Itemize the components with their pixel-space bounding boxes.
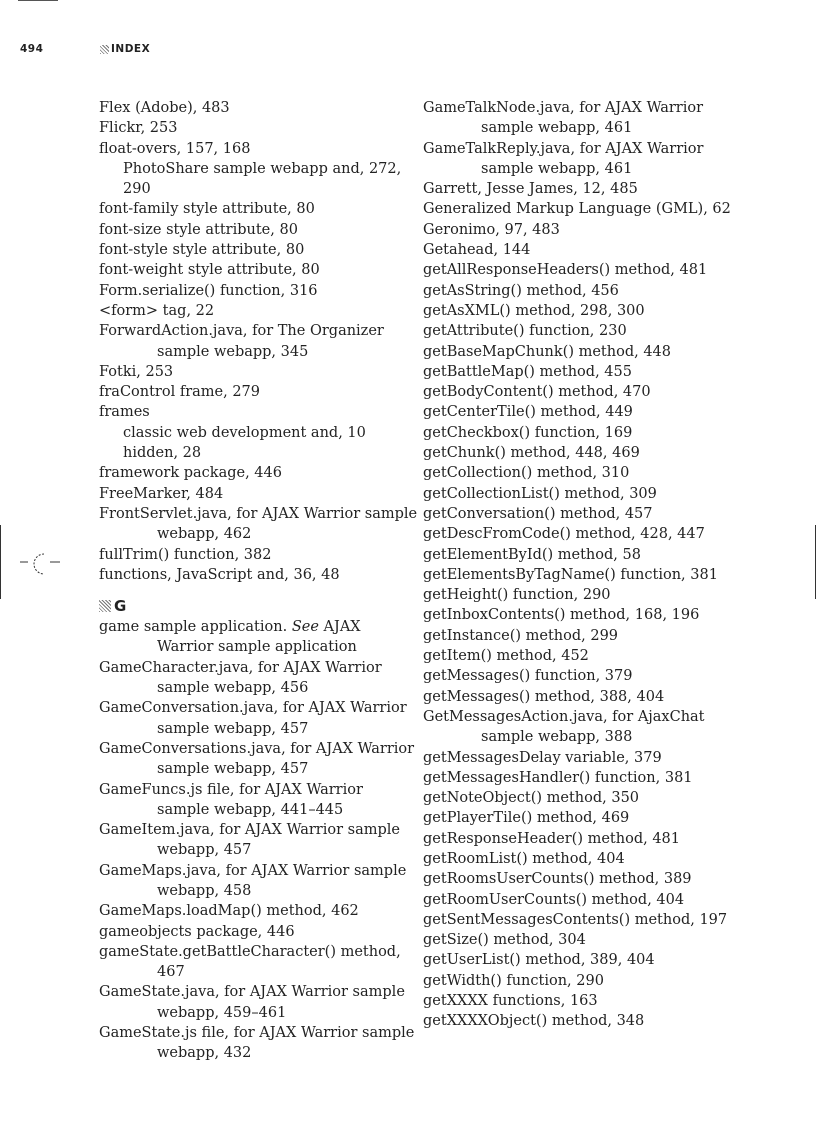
index-entry-continuation: sample webapp, 457 <box>157 720 309 737</box>
index-entry: getMessages() method, 388, 404 <box>423 688 665 705</box>
index-entry: getRoomsUserCounts() method, 389 <box>423 871 692 888</box>
index-entry: fullTrim() function, 382 <box>99 546 272 563</box>
index-entry: float-overs, 157, 168 <box>99 140 251 157</box>
index-entry: functions, JavaScript and, 36, 48 <box>99 566 340 583</box>
index-entry: Fotki, 253 <box>99 363 174 380</box>
page-number: 494 <box>20 43 44 55</box>
index-entry: FreeMarker, 484 <box>99 485 224 502</box>
index-entry-continuation: webapp, 462 <box>157 526 252 543</box>
index-entry: getNoteObject() method, 350 <box>423 790 640 807</box>
section-label: INDEX <box>111 43 151 55</box>
index-entry: getSentMessagesContents() method, 197 <box>423 911 728 928</box>
index-entry: getInboxContents() method, 168, 196 <box>423 607 700 624</box>
registration-mark-icon <box>20 552 62 578</box>
index-entry: GameTalkReply.java, for AJAX Warrior <box>423 140 704 157</box>
index-entry-continuation: 290 <box>123 181 151 198</box>
index-entry: getResponseHeader() method, 481 <box>423 830 680 847</box>
index-entry: getSize() method, 304 <box>423 932 586 949</box>
index-entry: GameConversation.java, for AJAX Warrior <box>99 700 407 717</box>
index-entry-continuation: sample webapp, 345 <box>157 343 309 360</box>
index-entry: Flickr, 253 <box>99 120 178 137</box>
index-entry: getChunk() method, 448, 469 <box>423 445 640 462</box>
index-entry: getWidth() function, 290 <box>423 972 604 989</box>
index-entry: ForwardAction.java, for The Organizer <box>99 323 384 340</box>
index-entry: getInstance() method, 299 <box>423 627 619 644</box>
index-entry: font-size style attribute, 80 <box>99 221 298 238</box>
index-entry: getAttribute() function, 230 <box>423 323 627 340</box>
index-entry: Generalized Markup Language (GML), 62 <box>423 201 731 218</box>
index-entry: Geronimo, 97, 483 <box>423 221 560 238</box>
index-entry: getXXXX functions, 163 <box>423 993 598 1010</box>
index-entry: getAsXML() method, 298, 300 <box>423 302 645 319</box>
index-entry: PhotoShare sample webapp and, 272, <box>123 160 402 177</box>
index-column-right <box>423 98 731 1032</box>
index-entry: getXXXXObject() method, 348 <box>423 1013 645 1030</box>
index-entry: getBattleMap() method, 455 <box>423 363 632 380</box>
index-entry: getElementsByTagName() function, 381 <box>423 566 718 583</box>
index-entry-continuation: webapp, 458 <box>157 882 252 899</box>
index-entry: getMessagesHandler() function, 381 <box>423 769 693 786</box>
index-entry: fraControl frame, 279 <box>99 384 261 401</box>
index-entry: getBodyContent() method, 470 <box>423 384 651 401</box>
top-rule <box>18 0 58 1</box>
index-entry: GetMessagesAction.java, for AjaxChat <box>423 708 705 725</box>
hatch-icon <box>99 600 111 612</box>
index-entry: getUserList() method, 389, 404 <box>423 952 655 969</box>
index-entry: getDescFromCode() method, 428, 447 <box>423 526 705 543</box>
index-entry: getMessages() function, 379 <box>423 668 633 685</box>
index-entry: GameConversations.java, for AJAX Warrior <box>99 740 415 757</box>
index-entry: getRoomList() method, 404 <box>423 850 625 867</box>
index-entry: font-family style attribute, 80 <box>99 201 315 218</box>
index-entry: <form> tag, 22 <box>99 302 215 319</box>
index-entry-continuation: sample webapp, 461 <box>481 160 633 177</box>
hatch-icon <box>100 45 109 54</box>
index-entry-continuation: 467 <box>157 964 185 981</box>
letter-heading <box>99 596 399 616</box>
index-entry: GameTalkNode.java, for AJAX Warrior <box>423 100 704 116</box>
index-entry: hidden, 28 <box>123 445 202 462</box>
index-entry: gameState.getBattleCharacter() method, <box>99 943 401 960</box>
letter-heading-label: G <box>114 596 127 615</box>
index-entry: GameFuncs.js file, for AJAX Warrior <box>99 781 363 798</box>
index-entry-continuation: sample webapp, 457 <box>157 761 309 778</box>
index-entry: font-weight style attribute, 80 <box>99 262 320 279</box>
index-entry: getCheckbox() function, 169 <box>423 424 633 441</box>
index-entry: getCollectionList() method, 309 <box>423 485 657 502</box>
index-entry-continuation: sample webapp, 388 <box>481 729 633 746</box>
index-entry: GameCharacter.java, for AJAX Warrior <box>99 659 382 676</box>
index-entry: GameMaps.java, for AJAX Warrior sample <box>99 862 407 879</box>
index-entry: classic web development and, 10 <box>123 424 366 441</box>
index-entry: Form.serialize() function, 316 <box>99 282 318 299</box>
index-entry: getAllResponseHeaders() method, 481 <box>423 262 708 279</box>
index-entry: GameState.js file, for AJAX Warrior sample <box>99 1025 415 1042</box>
index-entry: FrontServlet.java, for AJAX Warrior sample <box>99 505 418 522</box>
index-entry: getElementById() method, 58 <box>423 546 641 563</box>
section-title <box>100 43 150 55</box>
index-entry: Flex (Adobe), 483 <box>99 100 230 116</box>
index-entry: GameItem.java, for AJAX Warrior sample <box>99 822 400 839</box>
index-entry: GameMaps.loadMap() method, 462 <box>99 903 359 920</box>
see-reference: See <box>291 619 319 636</box>
index-entry: Garrett, Jesse James, 12, 485 <box>423 181 638 198</box>
index-entry-continuation: sample webapp, 461 <box>481 120 633 137</box>
index-entry-continuation: webapp, 432 <box>157 1045 252 1062</box>
index-entry-continuation: sample webapp, 456 <box>157 680 309 697</box>
index-entry: game sample application. See AJAX <box>99 619 361 636</box>
index-entry: getConversation() method, 457 <box>423 505 653 522</box>
index-entry: frames <box>99 404 150 421</box>
index-entry: getCollection() method, 310 <box>423 465 630 482</box>
index-entry: getMessagesDelay variable, 379 <box>423 749 662 766</box>
index-entry: getCenterTile() method, 449 <box>423 404 633 421</box>
index-entry: Getahead, 144 <box>423 242 531 259</box>
index-entry: getAsString() method, 456 <box>423 282 619 299</box>
index-entry: getItem() method, 452 <box>423 648 589 665</box>
index-entry: getRoomUserCounts() method, 404 <box>423 891 685 908</box>
g-entries-continued <box>423 98 731 1032</box>
index-entry: getPlayerTile() method, 469 <box>423 810 630 827</box>
margin-line-left <box>0 525 1 599</box>
index-entry: GameState.java, for AJAX Warrior sample <box>99 984 405 1001</box>
f-entries <box>99 98 418 585</box>
index-entry: gameobjects package, 446 <box>99 923 295 940</box>
index-entry: getHeight() function, 290 <box>423 587 611 604</box>
index-column-left <box>99 98 418 1064</box>
index-entry: font-style style attribute, 80 <box>99 242 305 259</box>
index-entry-continuation: Warrior sample application <box>157 639 357 656</box>
index-entry: getBaseMapChunk() method, 448 <box>423 343 672 360</box>
index-entry: framework package, 446 <box>99 465 282 482</box>
index-entry-continuation: sample webapp, 441–445 <box>157 801 344 818</box>
index-entry-continuation: webapp, 457 <box>157 842 252 859</box>
index-entry-continuation: webapp, 459–461 <box>157 1004 287 1021</box>
g-entries <box>99 617 415 1064</box>
